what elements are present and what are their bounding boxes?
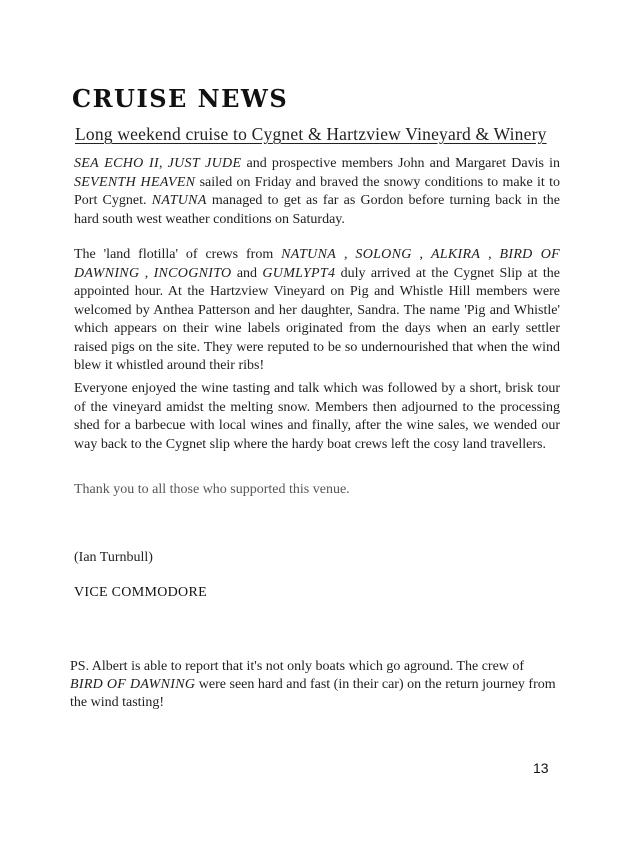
boat-name: ALKIRA (430, 247, 481, 262)
boat-name: BIRD OF DAWNING (70, 677, 196, 692)
boat-name: NATUNA (151, 193, 207, 208)
paragraph-text: sailed on Friday and braved the snowy conditions to make it to Port Cygnet. (74, 174, 560, 208)
section-heading: CRUISE NEWS (72, 84, 289, 113)
paragraph-text: and prospective members John and Margaret Davis in (241, 156, 561, 171)
article-title: Long weekend cruise to Cygnet & Hartzview Vineyard & Winery (75, 124, 547, 144)
boat-name: SOLONG (355, 247, 412, 262)
signature-title: VICE COMMODORE (74, 585, 207, 600)
postscript-text: were seen hard and fast (in their car) on the return journey from the wind tasting! (70, 677, 556, 710)
signature-name: (Ian Turnbull) (74, 550, 153, 565)
boat-name: SEA ECHO II (74, 156, 159, 171)
boat-name: NATUNA (281, 247, 337, 262)
boat-name: JUST JUDE (167, 156, 242, 171)
paragraph-text: duly arrived at the Cygnet Slip at the appointed hour. At the Hartzview Vineyard on Pig and Whistle Hill members were welcomed by Anthea Patterson and her daughter, Sandra. The name 'Pig and Whistle' which appears on their wine labels originated from the days when an early settler raised pigs on the site. They were reputed to be so undernourished that when the wind blew it whistled around their ribs! (74, 265, 561, 373)
boat-name: GUMLYPT4 (262, 265, 336, 281)
page-number: 13 (533, 760, 549, 776)
boat-name: INCOGNITO (153, 265, 232, 281)
paragraph-intro: SEA ECHO II, JUST JUDE and prospective members John and Margaret Davis in SEVENTH HEAVEN sailed on Friday and braved the snowy conditions to make it to Port Cygnet. NATUNA managed to get as far as Gordon before turning back in the hard south west weather conditions on Saturday. (74, 156, 561, 227)
postscript-text: PS. Albert is able to report that it's not only boats which go aground. The crew of (70, 659, 525, 674)
paragraph-text: The 'land flotilla' of crews from (74, 247, 282, 262)
paragraph-land-flotilla: The 'land flotilla' of crews from NATUNA , SOLONG , ALKIRA , BIRD OF DAWNING , INCOGNITO and GUMLYPT4 duly arrived at the Cygnet Slip at the appointed hour. At the Hartzview Vineyard on Pig and Whistle Hill members were welcomed by Anthea Patterson and her daughter, Sandra. The name 'Pig and Whistle' which appears on their wine labels originated from the days when an early settler raised pigs on the site. They were reputed to be so undernourished that when the wind blew it whistled around their ribs! (74, 247, 561, 373)
boat-name: SEVENTH HEAVEN (74, 174, 196, 190)
paragraph-thanks: Thank you to all those who supported this venue. (74, 482, 350, 497)
postscript (70, 658, 556, 712)
boat-name: BIRD OF DAWNING (74, 247, 561, 281)
paragraph-wine-tasting: Everyone enjoyed the wine tasting and talk which was followed by a short, brisk tour of the vineyard amidst the melting snow. Members then adjourned to the processing shed for a barbecue with local wines and finally, after the wine sales, we wended our way back to the Cygnet slip where the hardy boat crews left the cosy land travellers. (74, 381, 560, 452)
paragraph-text: managed to get as far as Gordon before turning back in the hard south west weather conditions on Saturday. (74, 193, 561, 227)
